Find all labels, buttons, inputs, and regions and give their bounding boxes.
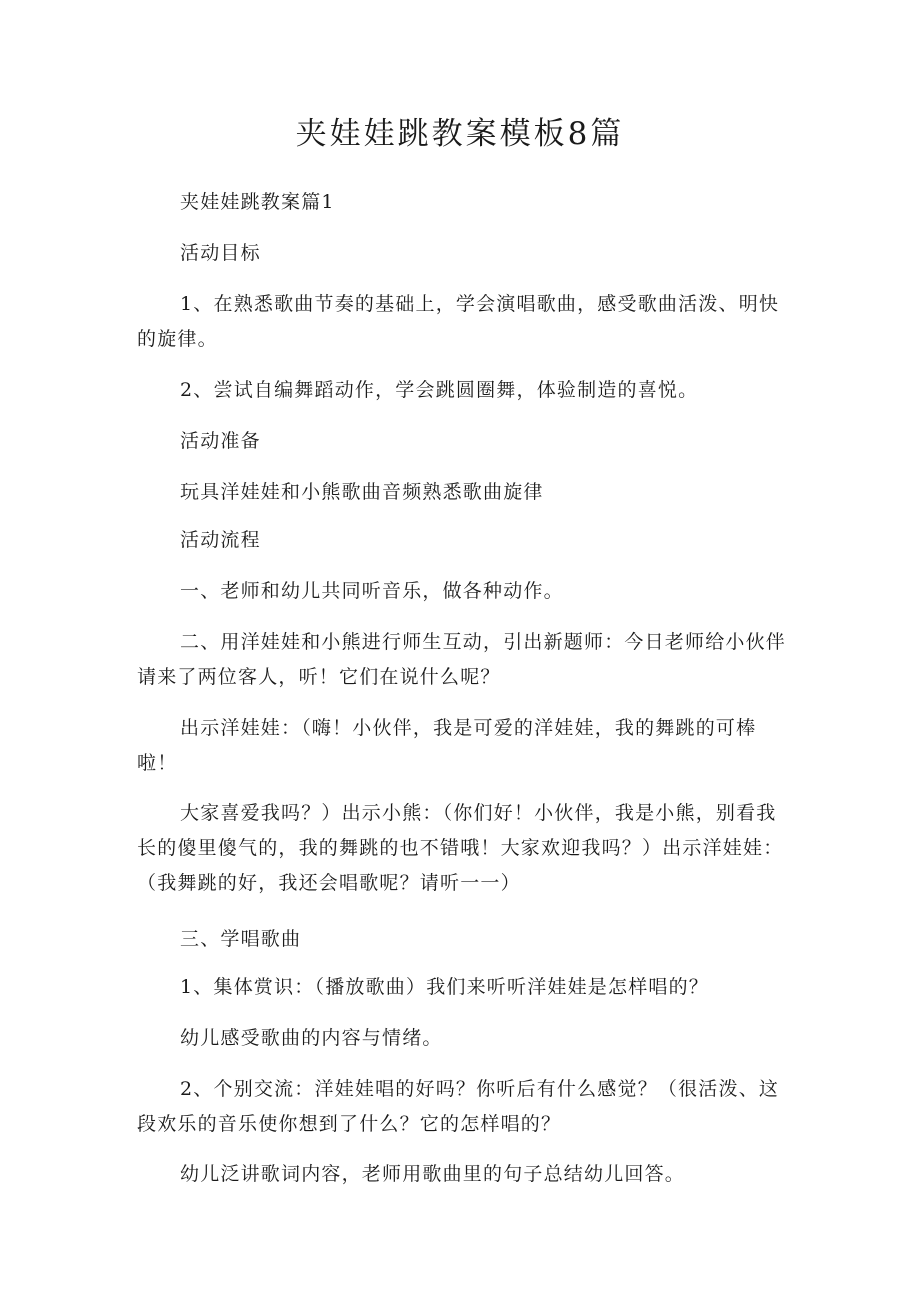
paragraph-lyrics-summary: 幼儿泛讲歌词内容，老师用歌曲里的句子总结幼儿回答。 bbox=[180, 1163, 686, 1185]
paragraph-show-bear: 大家喜爱我吗？）出示小熊：（你们好！小伙伴，我是小熊，别看我长的傻里傻气的，我的舞跳的也不错哦！大家欢迎我吗？）出示洋娃娃：（我舞跳的好，我还会唱歌呢？请听一一） bbox=[137, 802, 784, 894]
paragraph-show-doll: 出示洋娃娃：（嗨！小伙伴，我是可爱的洋娃娃，我的舞跳的可棒啦！ bbox=[137, 717, 757, 774]
paragraph-collective-appreciation: 1、集体赏识：（播放歌曲）我们来听听洋娃娃是怎样唱的？ bbox=[180, 976, 709, 998]
document-title: 夹娃娃跳教案模板8篇 bbox=[295, 116, 625, 152]
paragraph-objective-1: 1、在熟悉歌曲节奏的基础上，学会演唱歌曲，感受歌曲活泼、明快的旋律。 bbox=[137, 293, 780, 350]
paragraph-section-heading: 夹娃娃跳教案篇1 bbox=[180, 191, 335, 213]
paragraph-step-1: 一、老师和幼儿共同听音乐，做各种动作。 bbox=[180, 580, 564, 602]
paragraph-objective-2: 2、尝试自编舞蹈动作，学会跳圆圈舞，体验制造的喜悦。 bbox=[180, 379, 699, 401]
paragraph-step-3-heading: 三、学唱歌曲 bbox=[180, 928, 302, 950]
paragraph-objectives-heading: 活动目标 bbox=[180, 242, 261, 264]
paragraph-process-heading: 活动流程 bbox=[180, 529, 261, 551]
paragraph-step-2: 二、用洋娃娃和小熊进行师生互动，引出新题师：今日老师给小伙伴请来了两位客人，听！它们在说什么呢？ bbox=[137, 631, 787, 688]
paragraph-preparation-heading: 活动准备 bbox=[180, 430, 261, 452]
paragraph-feel-song: 幼儿感受歌曲的内容与情绪。 bbox=[180, 1027, 443, 1049]
paragraph-individual-exchange: 2、个别交流：洋娃娃唱的好吗？你听后有什么感觉？（很活泼、这段欢乐的音乐使你想到了什么？它的怎样唱的？ bbox=[137, 1078, 780, 1135]
paragraph-preparation-items: 玩具洋娃娃和小熊歌曲音频熟悉歌曲旋律 bbox=[180, 481, 544, 503]
